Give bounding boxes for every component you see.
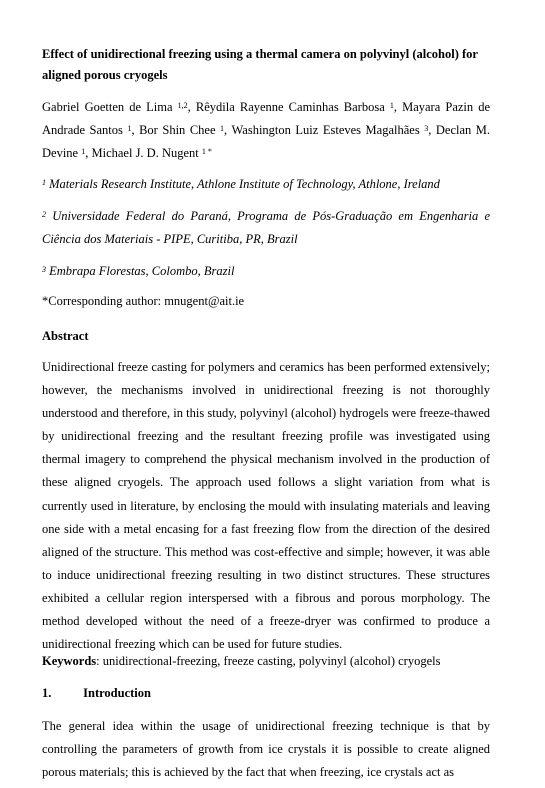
author-name: Rêydila Rayenne Caminhas Barbosa	[195, 100, 385, 114]
affiliation-3	[42, 260, 490, 283]
affiliation-text: Universidade Federal do Paraná, Programa de Pós-Graduação em Engenharia e Ciência dos Materiais - PIPE, Curitiba, PR, Brazil	[42, 209, 491, 246]
corresponding-author: *Corresponding author: mnugent@ait.ie	[42, 294, 245, 308]
affiliation-text: Materials Research Institute, Athlone Institute of Technology, Athlone, Ireland	[49, 177, 440, 191]
section-heading	[42, 683, 151, 703]
author-affiliation-mark: 1 *	[201, 147, 212, 156]
author-affiliation-mark: 3	[424, 124, 429, 133]
author-name: Gabriel Goetten de Lima	[42, 100, 173, 114]
affiliation-number: 3	[42, 265, 46, 274]
affiliation-2	[42, 205, 490, 251]
abstract-heading: Abstract	[42, 329, 89, 343]
keywords-label: Keywords	[42, 654, 97, 668]
author-name: Michael J. D. Nugent	[91, 146, 199, 160]
author-affiliation-mark: 1	[81, 147, 86, 156]
abstract-text: Unidirectional freeze casting for polymers and ceramics has been performed extensively; however, the mechanisms involved in unidirectional freezing is not thoroughly understood and therefore, in this study, polyvinyl (alcohol) hydrogels were freeze-thawed by unidirectional freezing and the resultant freezing profile was investigated using thermal imagery to comprehend the physical mechanism involved in the production of these aligned cryogels. The approach used follows a slight variation from what is currently used in literature, by enclosing the mould with insulating materials and leaving one side with a metal encasing for a fast freezing flow from the direction of the desired aligned of the structure. This method was cost-effective and simple; however, it was able to induce unidirectional freezing resulting in two distinct structures. These structures exhibited a cellular region interspersed with a fibrous and porous morphology. The method developed without the need of a freeze-dryer was confirmed to produce a unidirectional freezing which can be used for future studies.	[42, 360, 490, 652]
keywords-text: : unidirectional-freezing, freeze casting, polyvinyl (alcohol) cryogels	[96, 654, 441, 668]
keywords	[42, 651, 490, 671]
affiliation-number: 1	[42, 178, 46, 187]
affiliation-text: Embrapa Florestas, Colombo, Brazil	[49, 264, 235, 278]
author-name: Washington Luiz Esteves Magalhães	[231, 123, 420, 137]
author-name: Declan M. Devine	[42, 123, 491, 160]
author-affiliation-mark: 1	[220, 124, 225, 133]
section-number: 1.	[42, 686, 52, 700]
author-affiliation-mark: 1	[389, 101, 394, 110]
author-name: Bor Shin Chee	[139, 123, 216, 137]
paper-title: Effect of unidirectional freezing using a thermal camera on polyvinyl (alcohol) for aligned porous cryogels	[42, 47, 478, 82]
author-affiliation-mark: 1,2	[177, 101, 188, 110]
affiliation-number: 2	[42, 210, 46, 219]
introduction-text: The general idea within the usage of unidirectional freezing technique is that by controlling the parameters of growth from ice crystals it is possible to create aligned porous materials; this is achieved by the fact that when freezing, ice crystals act as	[42, 719, 490, 780]
author-list: Gabriel Goetten de Lima $^{1,2}$, Rêydila Rayenne Caminhas Barbosa $^1$, Mayara Pazin de Andrade Santos $^1$, Bor Shin Chee $^1$, Washington Luiz Esteves Magalhães $^3$, Declan M. Devine $^1$, Michael J. D. Nugent $^{1 *}$	[42, 100, 491, 160]
affiliation-1	[42, 173, 490, 196]
section-title: Introduction	[83, 686, 151, 700]
author-name: Mayara Pazin de Andrade Santos	[42, 100, 491, 137]
author-affiliation-mark: 1	[127, 124, 132, 133]
